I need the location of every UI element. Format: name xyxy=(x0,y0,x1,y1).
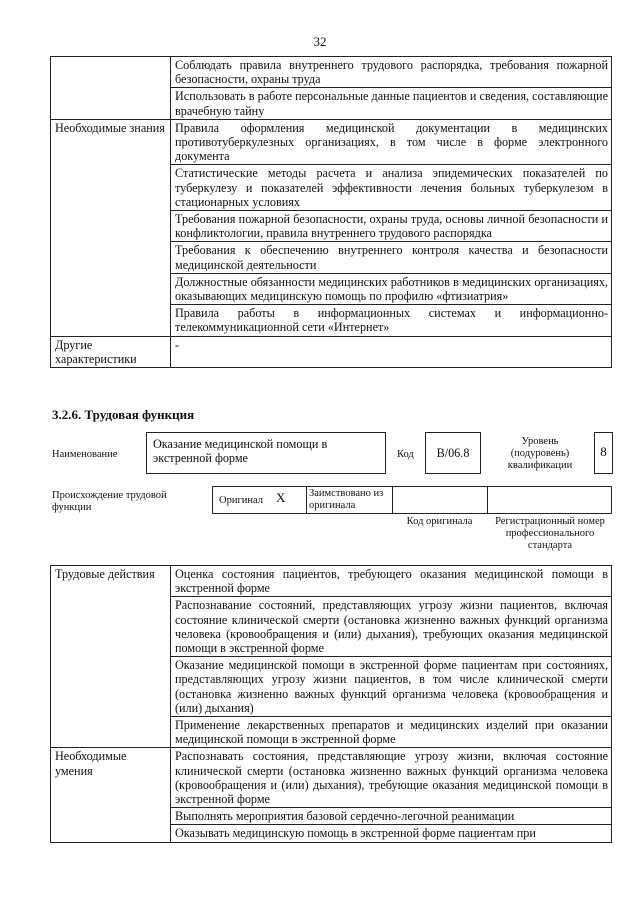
row-item: Соблюдать правила внутреннего трудового распорядка, требования пожарной безопасности, охраны труда xyxy=(171,57,612,88)
reg-number-label: Регистрационный номер профессионального стандарта xyxy=(495,516,605,551)
row-item: Правила оформления медицинской документации в медицинских противотуберкулезных организациях, в том числе в форме электронного документа xyxy=(171,119,612,165)
table-row xyxy=(51,566,612,597)
row-item: Правила работы в информационных системах и информационно-телекоммуникационной сети «Интернет» xyxy=(171,305,612,336)
row-item: Оценка состояния пациентов, требующего оказания медицинской помощи в экстренной форме xyxy=(171,566,612,597)
row-item: Применение лекарственных препаратов и медицинских изделий при оказании медицинской помощи в экстренной форме xyxy=(171,717,612,748)
level-label: Уровень (подуровень) квалификации xyxy=(507,436,573,471)
level-value-box: 8 xyxy=(594,432,613,474)
row-label: Трудовые действия xyxy=(51,566,171,748)
row-item: Оказание медицинской помощи в экстренной форме пациентам при состояниях, представляющих угрозу жизни пациентов, в том числе клинической смерти (остановка жизненно важных функций организма человека (кровообращения и (или) дыхания) xyxy=(171,657,612,717)
table-row xyxy=(51,57,612,88)
row-item: Требования пожарной безопасности, охраны труда, основы личной безопасности и конфликтологии, правила внутреннего трудового распорядка xyxy=(171,211,612,242)
row-item: Оказывать медицинскую помощь в экстренной форме пациентам при xyxy=(171,825,612,842)
name-label: Наименование xyxy=(52,449,118,460)
row-item: Использовать в работе персональные данные пациентов и сведения, составляющие врачебную тайну xyxy=(171,88,612,119)
row-label: Необходимые знания xyxy=(51,119,171,336)
function-name-box: Оказание медицинской помощи в экстренной форме xyxy=(146,432,386,474)
row-item: Распознавать состояния, представляющие угрозу жизни, включая состояние клинической смерти (остановка жизненно важных функций организма человека (кровообращения и (или) дыхания), требующие оказания медицинской помощи в экстренной форме xyxy=(171,748,612,808)
row-label xyxy=(51,57,171,120)
table-row xyxy=(51,748,612,808)
labor-function-table xyxy=(50,565,612,843)
row-label: Необходимые умения xyxy=(51,748,171,842)
original-label: Оригинал xyxy=(219,495,263,506)
original-mark: X xyxy=(276,490,286,505)
page-number: 32 xyxy=(313,34,327,49)
section-heading: 3.2.6. Трудовая функция xyxy=(52,407,195,422)
row-item: Должностные обязанности медицинских работников в медицинских организациях, оказывающих медицинскую помощь по профилю «фтизиатрия» xyxy=(171,273,612,304)
code-label: Код xyxy=(397,449,414,460)
row-item: Выполнять мероприятия базовой сердечно-легочной реанимации xyxy=(171,808,612,825)
skills-knowledge-table xyxy=(50,56,612,368)
code-original-label: Код оригинала xyxy=(406,516,473,527)
row-item: Статистические методы расчета и анализа эпидемических показателей по туберкулезу и показателей эффективности лечения больных туберкулезом в стационарных условиях xyxy=(171,165,612,211)
origin-label: Происхождение трудовой функции xyxy=(52,490,167,513)
row-item: Требования к обеспечению внутреннего контроля качества и безопасности медицинской деятельности xyxy=(171,242,612,273)
borrowed-label: Заимствовано из оригинала xyxy=(309,488,384,511)
function-code-box: B/06.8 xyxy=(425,432,481,474)
row-item: Распознавание состояний, представляющих угрозу жизни пациентов, включая состояние клинической смерти (остановка жизненно важных функций организма человека (кровообращения и (или) дыхания), требующих оказания медицинской помощи в экстренной форме xyxy=(171,597,612,657)
table-row xyxy=(51,119,612,165)
origin-row xyxy=(212,486,612,514)
table-row xyxy=(51,336,612,367)
row-item: - xyxy=(171,336,612,367)
row-label: Другие характеристики xyxy=(51,336,171,367)
